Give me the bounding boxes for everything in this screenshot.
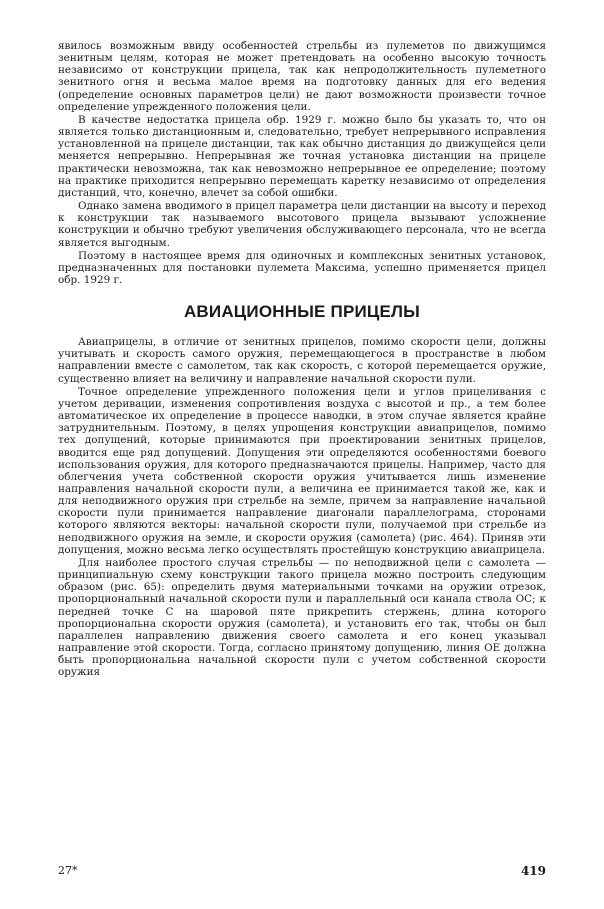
section-title: АВИАЦИОННЫЕ ПРИЦЕЛЫ	[183, 302, 421, 322]
page-body	[58, 40, 546, 679]
paragraph-continuation: явилось возможным ввиду особенностей стрельбы из пулеметов по движущимся зенитным целям, которая не может претендовать на особенно высокую точность независимо от конструкции прицела, так как непродолжительность пулеметного зенитного огня и весьма малое время на подготовку данных для его ведения (определение основных параметров цели) не дают возможности произвести точное определение упрежденного положения цели.	[58, 40, 546, 113]
paragraph-simple-case: Для наиболее простого случая стрельбы — по неподвижной цели с самолета — принципиальную схему конструкции такого прицела можно построить следующим образом (рис. 65): определить двумя материальными точками на оружии отрезок, пропорциональный начальной скорости пули и параллельный оси канала ствола OC; к передней точке C на шаровой пяте прикрепить стержень, длина которого пропорциональна скорости оружия (самолета), и установить его так, чтобы он был параллелен направлению движения своего самолета и его конец указывал направление этой скорости. Тогда, согласно принятому допущению, линия OE должна быть пропорциональна начальной скорости пули с учетом собственной скорости оружия	[58, 556, 546, 679]
paragraph-drawback: В качестве недостатка прицела обр. 1929 г. можно было бы указать то, что он является только дистанционным и, следовательно, требует непрерывного исправления установленной на прицеле дистанции, так как обычно дистанция до движущейся цели меняется непрерывно. Непрерывная же точная установка дистанции на прицеле практически невозможна, так как невозможно непрерывное ее определение; поэтому на практике приходится непрерывно перемещать каретку независимо от определения дистанций, что, конечно, влечет за собой ошибки.	[58, 113, 546, 199]
paragraph-aviation-sights: Авиаприцелы, в отличие от зенитных прицелов, помимо скорости цели, должны учитывать и скорость самого оружия, перемещающегося в пространстве в любом направлении вместе с самолетом, так как скорость, с которой перемещается оружие, существенно влияет на величину и направление начальной скорости пули.	[58, 336, 546, 385]
paragraph-assumptions: Точное определение упрежденного положения цели и углов прицеливания с учетом деривации, изменения сопротивления воздуха с высотой и пр., а тем более автоматическое их определение в процессе наводки, в этом случае является крайне затруднительным. Поэтому, в целях упрощения конструкции авиаприцелов, помимо тех допущений, которые принимаются при проектировании зенитных прицелов, вводится еще ряд допущений. Допущения эти определяются особенностями боевого использования оружия, для которого предназначаются прицелы. Например, часто для облегчения учета собственной скорости оружия учитывается лишь изменение направления начальной скорости пули, а величина ее принимается такой же, как и для неподвижного оружия при стрельбе на земле, причем за направление начальной скорости пули принимается направление диагонали параллелограма, сторонами которого являются векторы: начальной скорости пули, получаемой при стрельбе из неподвижного оружия на земле, и скорости оружия (самолета) (рис. 464). Приняв эти допущения, можно весьма легко осуществлять простейшую конструкцию авиаприцела.	[58, 385, 546, 556]
signature-mark: 27*	[58, 864, 78, 877]
paragraph-replacement: Однако замена вводимого в прицел параметра цели дистанции на высоту и переход к конструкции так называемого высотового прицела вызывают усложнение конструкции и обычно требуют увеличения обслуживающего персонала, что не всегда является выгодным.	[58, 200, 546, 249]
page-number: 419	[520, 864, 546, 878]
paragraph-current-use: Поэтому в настоящее время для одиночных и комплексных зенитных установок, предназначенных для постановки пулемета Максима, успешно применяется прицел обр. 1929 г.	[58, 249, 546, 286]
